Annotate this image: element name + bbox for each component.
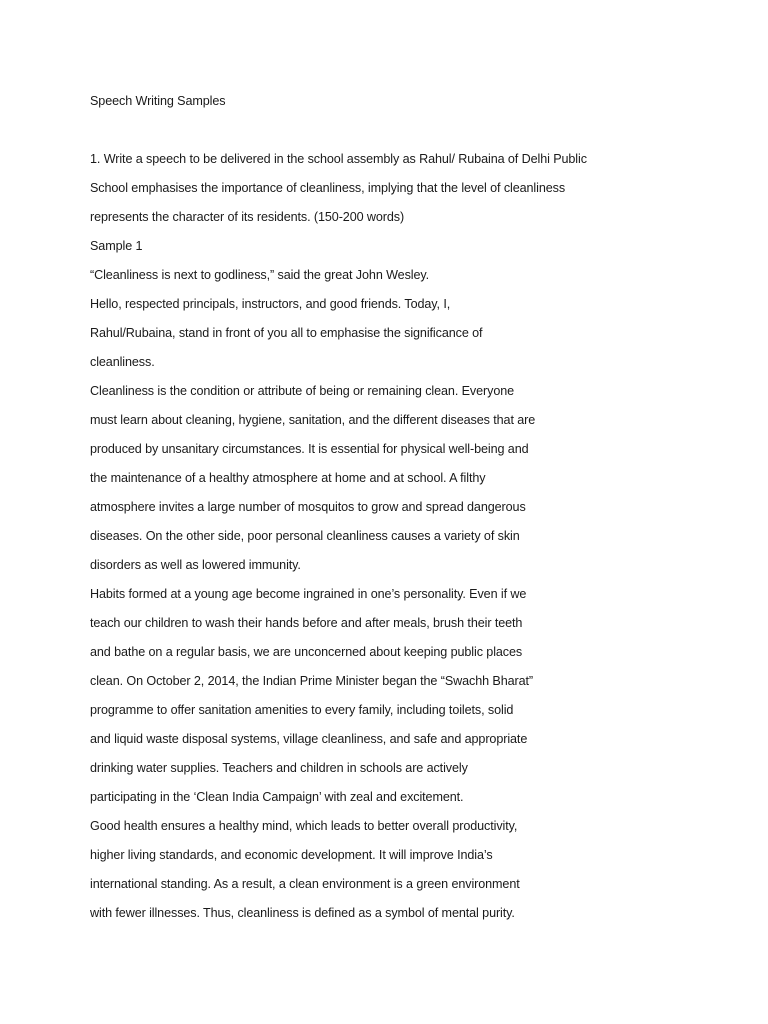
body-line: international standing. As a result, a clean environment is a green environment [90,877,520,891]
body-line: and bathe on a regular basis, we are unconcerned about keeping public places [90,645,523,659]
body-line: with fewer illnesses. Thus, cleanliness is defined as a symbol of mental purity. [90,906,515,920]
question-block [90,145,630,232]
body-line: drinking water supplies. Teachers and children in schools are actively [90,761,468,775]
body-line: must learn about cleaning, hygiene, sanitation, and the different diseases that are [90,413,536,427]
document-title: Speech Writing Samples [90,94,226,108]
body-line: Cleanliness is the condition or attribute of being or remaining clean. Everyone [90,384,515,398]
sample-label: Sample 1 [90,239,143,253]
document-content [90,87,630,928]
body-line: cleanliness. [90,355,155,369]
body-line: atmosphere invites a large number of mosquitos to grow and spread dangerous [90,500,526,514]
body-line: disorders as well as lowered immunity. [90,558,301,572]
body-line: diseases. On the other side, poor personal cleanliness causes a variety of skin [90,529,520,543]
body-line: higher living standards, and economic development. It will improve India’s [90,848,493,862]
body-line: Habits formed at a young age become ingrained in one’s personality. Even if we [90,587,527,601]
body-line: clean. On October 2, 2014, the Indian Prime Minister began the “Swachh Bharat” [90,674,534,688]
speech-body [90,261,630,928]
body-line: the maintenance of a healthy atmosphere at home and at school. A filthy [90,471,486,485]
body-line: programme to offer sanitation amenities to every family, including toilets, solid [90,703,514,717]
body-line: produced by unsanitary circumstances. It is essential for physical well-being and [90,442,529,456]
body-line: Good health ensures a healthy mind, which leads to better overall productivity, [90,819,518,833]
question-line: represents the character of its residents. (150-200 words) [90,210,405,224]
body-line: and liquid waste disposal systems, village cleanliness, and safe and appropriate [90,732,528,746]
body-line: Hello, respected principals, instructors, and good friends. Today, I, [90,297,451,311]
question-line: 1. Write a speech to be delivered in the school assembly as Rahul/ Rubaina of Delhi Public [90,152,587,166]
body-line: participating in the ‘Clean India Campaign’ with zeal and excitement. [90,790,464,804]
question-line: School emphasises the importance of cleanliness, implying that the level of cleanliness [90,181,566,195]
body-line: Rahul/Rubaina, stand in front of you all to emphasise the significance of [90,326,483,340]
body-line: teach our children to wash their hands before and after meals, brush their teeth [90,616,523,630]
body-line: “Cleanliness is next to godliness,” said the great John Wesley. [90,268,430,282]
